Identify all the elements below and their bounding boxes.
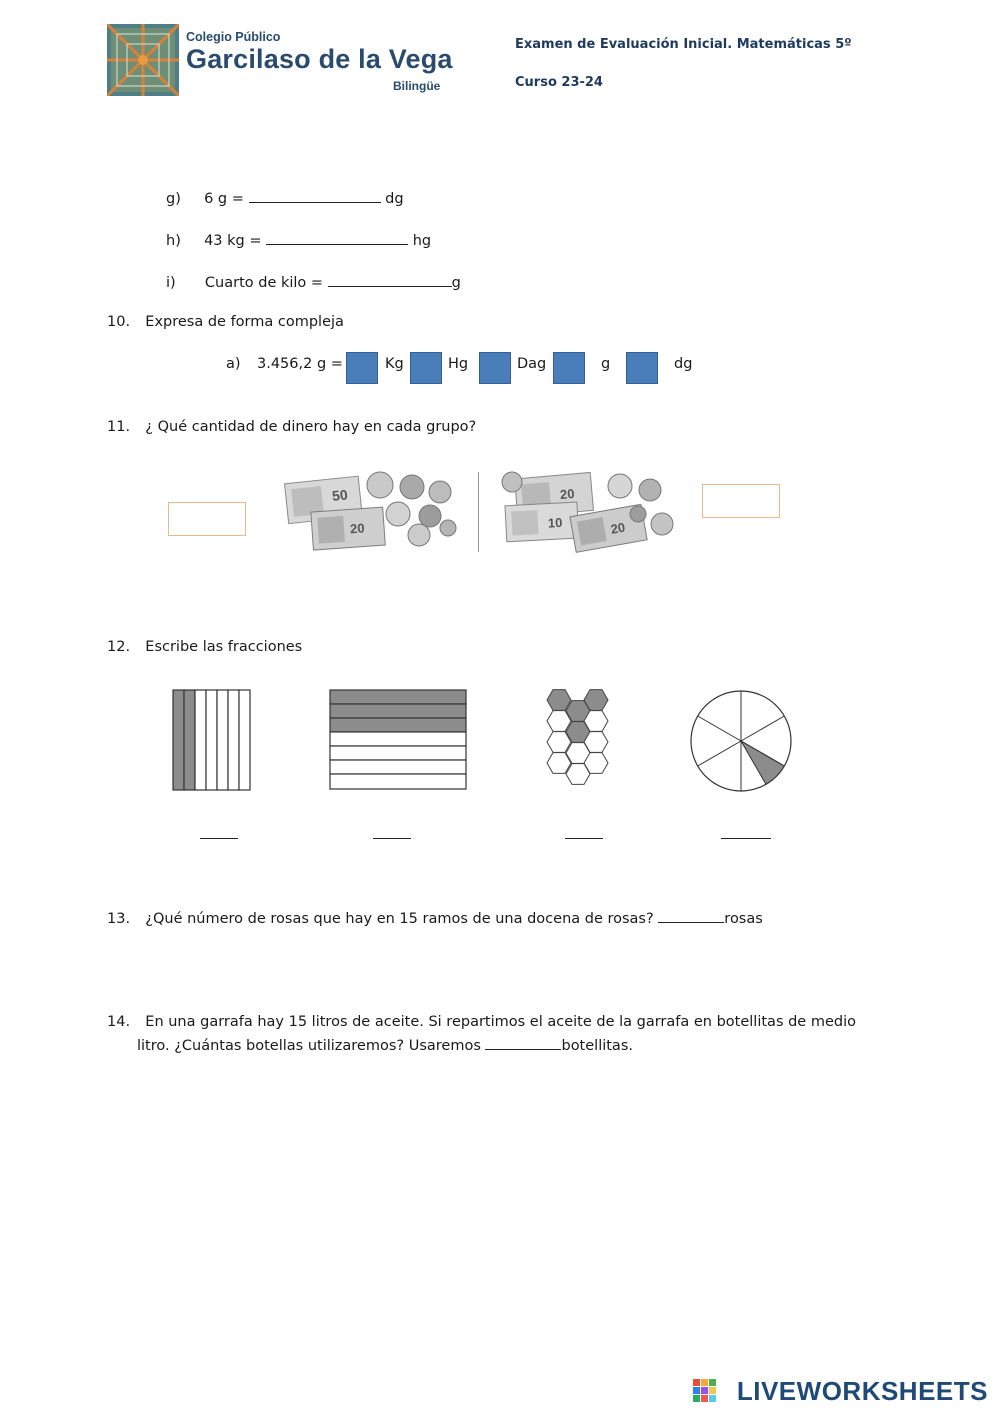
q9-item-letter: h) (166, 233, 181, 249)
answer-blank-h[interactable] (266, 230, 408, 245)
question-13 (107, 908, 763, 927)
note-value: 20 (609, 519, 627, 537)
school-bilingual: Bilingüe (393, 79, 441, 93)
school-logo (107, 24, 179, 96)
question-number: 10. (107, 314, 131, 330)
note-value: 10 (547, 514, 563, 531)
unit-label-g: g (601, 356, 611, 372)
school-label: Colegio Público (186, 30, 281, 44)
q9-item-unit: g (451, 275, 461, 291)
q10-letter: a) (226, 356, 241, 372)
answer-suffix: rosas (724, 911, 763, 927)
question-text-line-2: litro. ¿Cuántas botellas utilizaremos? Usaremos (137, 1038, 481, 1054)
fraction-figure-strips (172, 689, 252, 792)
banknote-20 (311, 507, 385, 550)
q10-expression: 3.456,2 g = (257, 356, 343, 372)
money-group-2 (500, 470, 680, 554)
money-answer-box-1[interactable] (168, 502, 246, 536)
question-number: 14. (107, 1014, 131, 1030)
q9-item-text: 43 kg = (204, 233, 262, 249)
money-answer-box-2[interactable] (702, 484, 780, 518)
q9-item-text: Cuarto de kilo = (204, 275, 324, 291)
fraction-figure-rows (329, 689, 469, 792)
school-name: Garcilaso de la Vega (186, 44, 453, 74)
q9-item-g (166, 188, 404, 207)
answer-square-g[interactable] (553, 352, 585, 384)
unit-label-hg: Hg (448, 356, 469, 372)
fraction-figure-circle (689, 689, 793, 793)
answer-blank-roses[interactable] (658, 908, 724, 923)
q9-item-i (166, 272, 461, 291)
question-text-line-1: En una garrafa hay 15 litros de aceite. Si repartimos el aceite de la garrafa en botellitas de medio (145, 1014, 856, 1030)
fraction-answer-blank-4[interactable] (721, 824, 771, 839)
question-11 (107, 419, 476, 435)
answer-square-dg[interactable] (626, 352, 658, 384)
fraction-answer-blank-1[interactable] (200, 824, 238, 839)
q9-item-letter: g) (166, 191, 181, 207)
money-group-1 (282, 468, 462, 554)
exam-course: Curso 23-24 (515, 75, 603, 90)
question-number: 11. (107, 419, 131, 435)
question-14-line-2 (137, 1035, 633, 1054)
q9-item-unit: hg (412, 233, 432, 249)
q9-item-unit: dg (385, 191, 404, 207)
question-14 (107, 1014, 856, 1030)
question-text: ¿ Qué cantidad de dinero hay en cada grupo? (145, 419, 477, 435)
answer-blank-bottles[interactable] (485, 1035, 561, 1050)
question-number: 13. (107, 911, 131, 927)
answer-suffix: botellitas. (561, 1038, 633, 1054)
question-text: ¿Qué número de rosas que hay en 15 ramos de una docena de rosas? (145, 911, 654, 927)
question-10 (107, 314, 344, 330)
fraction-figure-hexagons (541, 687, 617, 793)
fraction-answer-blank-2[interactable] (373, 824, 411, 839)
group-divider (478, 472, 479, 552)
q9-item-text: 6 g = (204, 191, 244, 207)
unit-label-kg: Kg (385, 356, 404, 372)
answer-square-dag[interactable] (479, 352, 511, 384)
note-value: 20 (349, 520, 366, 537)
answer-square-kg[interactable] (346, 352, 378, 384)
liveworksheets-icon (693, 1379, 717, 1403)
fraction-answer-blank-3[interactable] (565, 824, 603, 839)
question-text: Escribe las fracciones (145, 639, 303, 655)
unit-label-dag: Dag (517, 356, 547, 372)
q9-item-h (166, 230, 431, 249)
q9-item-letter: i) (166, 275, 176, 291)
banknote-10 (505, 502, 579, 542)
exam-title: Examen de Evaluación Inicial. Matemáticas 5º (515, 37, 852, 52)
question-number: 12. (107, 639, 131, 655)
question-12 (107, 639, 302, 655)
answer-blank-i[interactable] (328, 272, 452, 287)
answer-blank-g[interactable] (249, 188, 381, 203)
question-text: Expresa de forma compleja (145, 314, 344, 330)
answer-square-hg[interactable] (410, 352, 442, 384)
note-value: 20 (559, 485, 576, 503)
unit-label-dg: dg (674, 356, 693, 372)
liveworksheets-brand: LIVEWORKSHEETS (736, 1376, 988, 1406)
note-value: 50 (331, 486, 349, 504)
